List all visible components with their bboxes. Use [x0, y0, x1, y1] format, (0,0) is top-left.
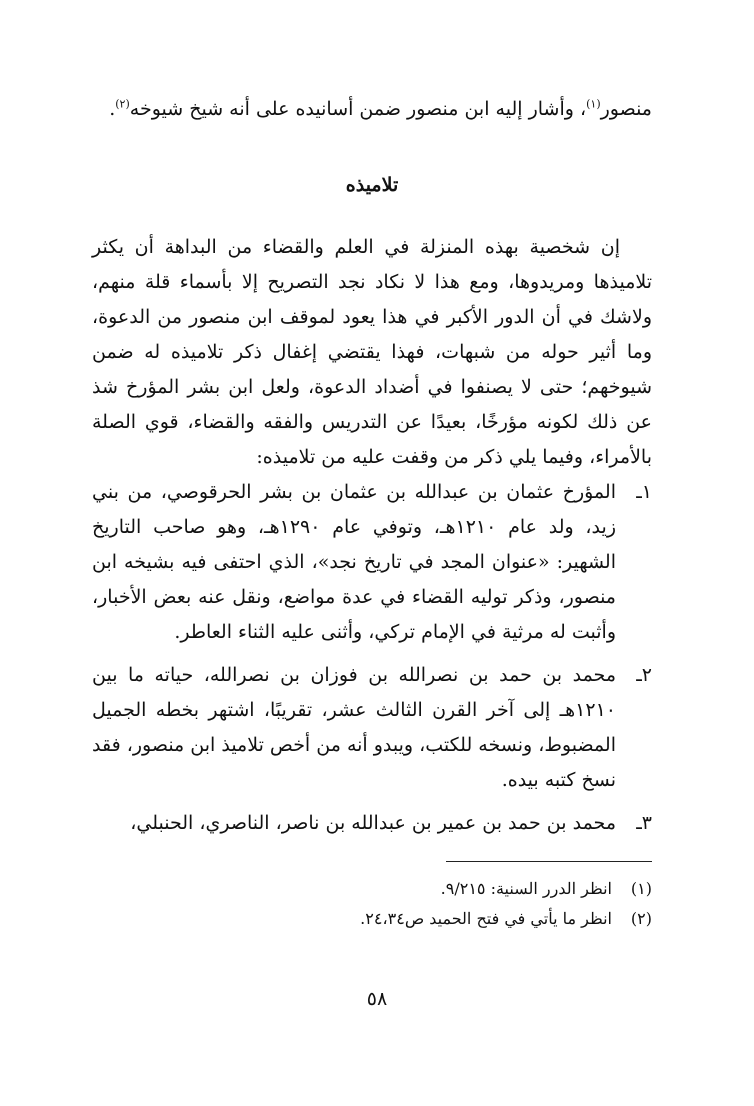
footnote-mark: (٢): [630, 909, 652, 928]
student-text: محمد بن حمد بن عمير بن عبدالله بن ناصر، الناصري، الحنبلي،: [130, 812, 616, 834]
section-heading: تلاميذه: [345, 174, 399, 196]
student-item: [92, 658, 652, 798]
intro-paragraph: [92, 92, 652, 127]
footnote-ref-1[interactable]: (١): [586, 97, 601, 111]
student-number: ١ـ: [636, 481, 652, 503]
footnotes-list: [92, 874, 652, 934]
student-number: ٢ـ: [636, 664, 652, 686]
student-text: المؤرخ عثمان بن عبدالله بن عثمان بن بشر الحرقوصي، من بني زيد، ولد عام ١٢١٠هـ، وتوفي عام ١٢٩٠هـ، وهو صاحب التاريخ الشهير: «عنوان المجد في تاريخ نجد»، الذي احتفى فيه بشيخه ابن منصور، وذكر توليه القضاء في عدة مواضع، ونقل عنه بعض الأخبار، وأثبت له مرثية في الإمام تركي، وأثنى عليه الثناء العاطر.: [92, 481, 616, 643]
footnote-item: [92, 904, 652, 934]
intro-text-start: منصور: [600, 98, 652, 120]
student-text: محمد بن حمد بن نصرالله بن فوزان بن نصرالله، حياته ما بين ١٢١٠هـ إلى آخر القرن الثالث عشر، تقريبًا، اشتهر بخطه الجميل المضبوط، ونسخه للكتب، ويبدو أنه من أخص تلاميذ ابن منصور، فقد نسخ كتبه بيده.: [92, 664, 616, 791]
body-paragraph: إن شخصية بهذه المنزلة في العلم والقضاء من البداهة أن يكثر تلاميذها ومريدوها، ومع هذا لا نكاد نجد التصريح إلا بأسماء قلة منهم، ولاشك في أن الدور الأكبر في هذا يعود لموقف ابن منصور من الدعوة، وما أثير حوله من شبهات، فهذا يقتضي إغفال ذكر تلاميذه له ضمن شيوخهم؛ حتى لا يصنفوا في أضداد الدعوة، ولعل ابن بشر المؤرخ شذ عن ذلك لكونه مؤرخًا، بعيدًا عن التدريس والفقه والقضاء، قوي الصلة بالأمراء، وفيما يلي ذكر من وقفت عليه من تلاميذه:: [92, 236, 652, 468]
intro-text-middle: ، وأشار إليه ابن منصور ضمن أسانيده على أنه شيخ شيوخه: [129, 98, 587, 120]
footnote-text: انظر الدرر السنية: ٩/٢١٥.: [440, 879, 612, 898]
footnote-ref-2[interactable]: (٢): [115, 97, 130, 111]
footnote-item: [92, 874, 652, 904]
student-item: [92, 475, 652, 650]
intro-text-end: .: [109, 98, 116, 120]
student-number: ٣ـ: [636, 812, 652, 834]
footnote-mark: (١): [630, 879, 652, 898]
page-number: ٥٨: [366, 988, 388, 1010]
student-item: [92, 806, 652, 841]
footnote-divider: [446, 861, 652, 862]
students-list: [92, 475, 652, 849]
footnote-text: انظر ما يأتي في فتح الحميد ص٢٤،٣٤.: [360, 909, 612, 928]
